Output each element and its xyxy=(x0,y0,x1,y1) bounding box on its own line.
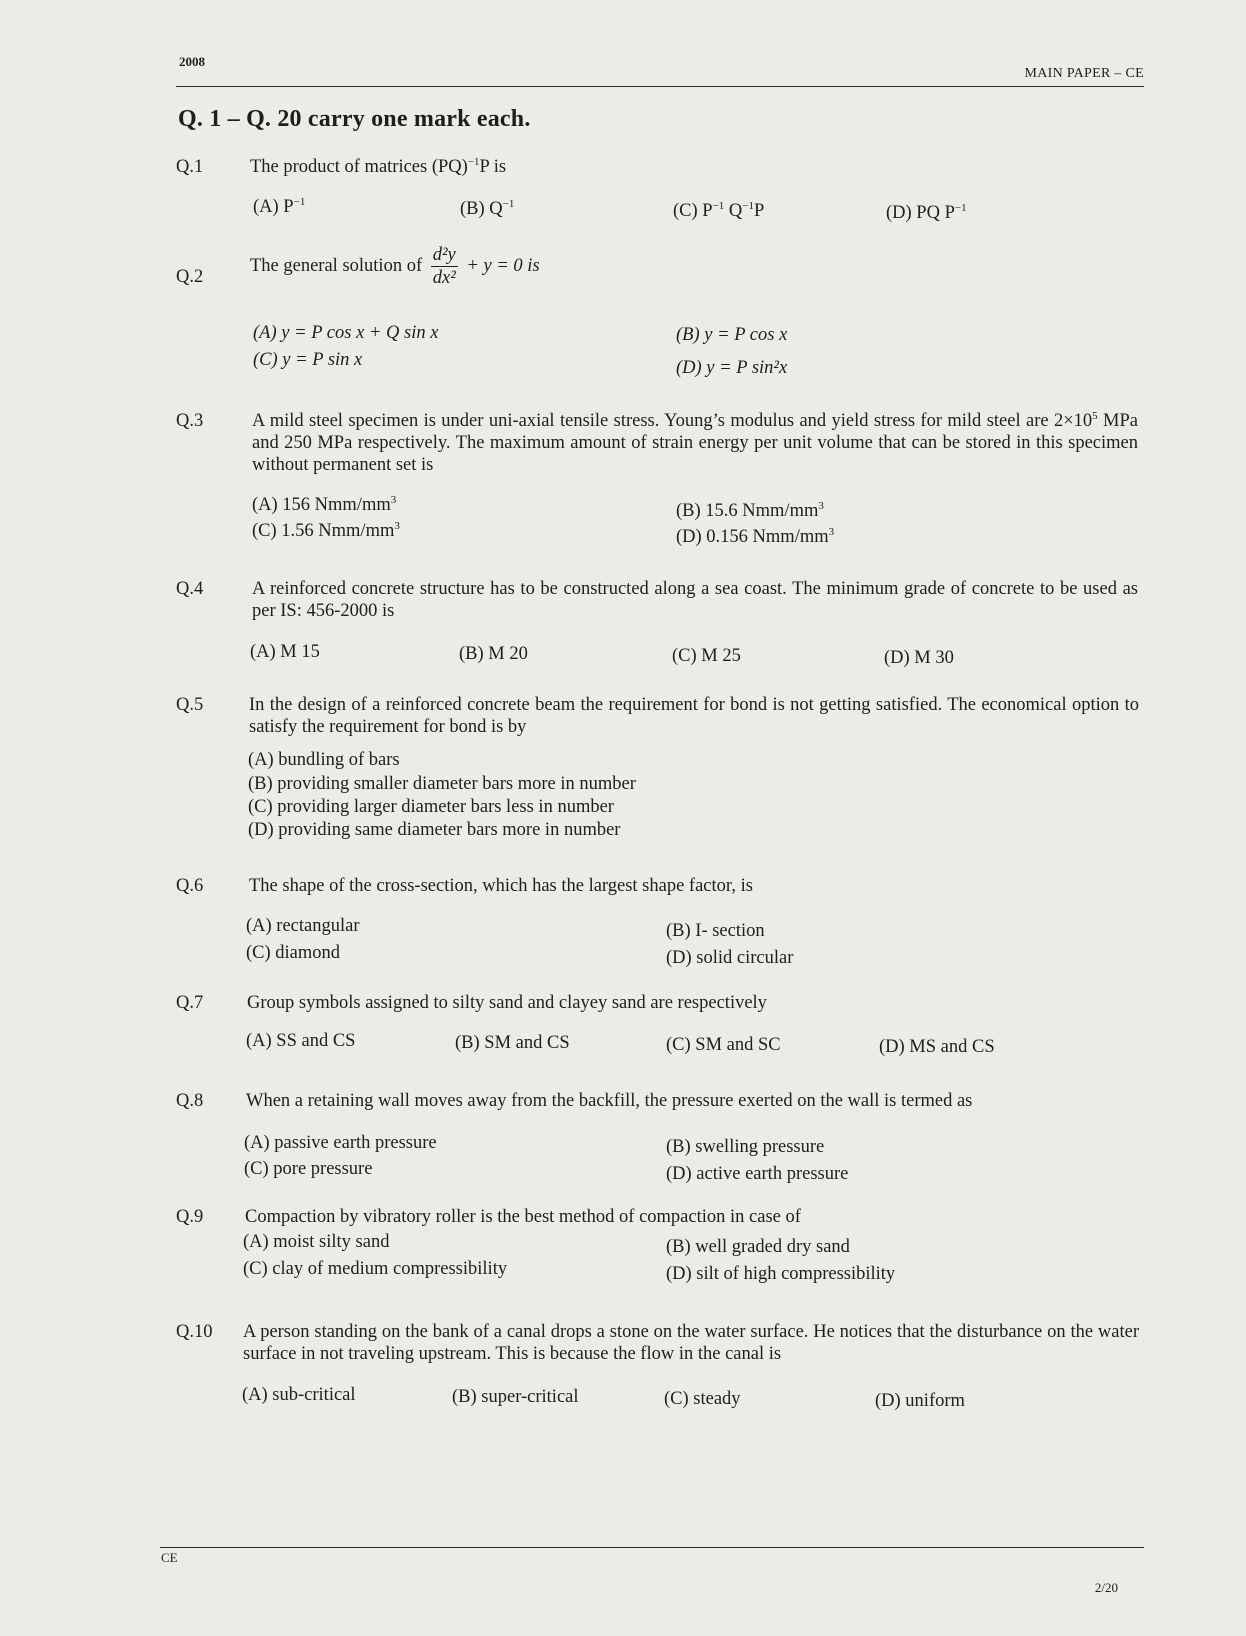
question-number: Q.9 xyxy=(176,1207,204,1227)
option-a: (A) rectangular xyxy=(246,916,360,936)
option-b: (B) SM and CS xyxy=(455,1033,570,1053)
option-b: (B) I- section xyxy=(666,921,765,941)
option-d: (D) solid circular xyxy=(666,948,794,968)
section-heading: Q. 1 – Q. 20 carry one mark each. xyxy=(178,106,531,132)
question-text: Compaction by vibratory roller is the best method of compaction in case of xyxy=(245,1207,801,1227)
option-c: (C) steady xyxy=(664,1389,741,1409)
option-a: (A) y = P cos x + Q sin x xyxy=(253,323,439,343)
option-d: (D) active earth pressure xyxy=(666,1164,849,1184)
option-a: (A) M 15 xyxy=(250,642,320,662)
option-b: (B) M 20 xyxy=(459,644,528,664)
option-b: (B) y = P cos x xyxy=(676,325,788,345)
option-b: (B) providing smaller diameter bars more in number xyxy=(248,774,636,794)
option-d: (D) uniform xyxy=(875,1391,965,1411)
option-a: (A) $P^{-1}$ xyxy=(253,195,306,217)
option-c: (C) $P^{-1}$ $Q^{-1}P$ xyxy=(673,199,765,221)
footer-rule xyxy=(160,1547,1144,1548)
question-number: Q.5 xyxy=(176,695,204,715)
question-number: Q.8 xyxy=(176,1091,204,1111)
header-paper-title: MAIN PAPER – CE xyxy=(1024,66,1144,81)
question-text: A person standing on the bank of a canal drops a stone on the water surface. He notices that the disturbance on the water surface in not traveling upstream. This is because the flow in the canal is xyxy=(243,1322,1139,1364)
option-d: (D) 0.156 Nmm/$mm^3$ xyxy=(676,525,835,547)
question-text: The product of matrices (PQ)$^{-1}$P is xyxy=(250,155,507,177)
option-b: (B) 15.6 Nmm/$mm^3$ xyxy=(676,499,824,521)
footer-page-number: 2/20 xyxy=(1094,1580,1118,1595)
question-number: Q.1 xyxy=(176,157,204,177)
option-a: (A) 156 Nmm/$mm^3$ xyxy=(252,493,397,515)
option-d: (D) silt of high compressibility xyxy=(666,1264,896,1284)
option-b: (B) well graded dry sand xyxy=(666,1237,850,1257)
option-c: (C) SM and SC xyxy=(666,1035,781,1055)
question-text: When a retaining wall moves away from the backfill, the pressure exerted on the wall is termed as xyxy=(246,1091,973,1111)
question-number: Q.4 xyxy=(176,579,204,599)
option-d: (D) MS and CS xyxy=(879,1037,995,1057)
header-year: 2008 xyxy=(179,54,205,69)
question-text: The general solution of $\frac{\text{d²y}}{\text{dx²}}$ + y = 0 is xyxy=(250,245,540,288)
option-b: (B) $Q^{-1}$ xyxy=(460,197,515,219)
question-text: In the design of a reinforced concrete beam the requirement for bond is not getting satisfied. The economical option to satisfy the requirement for bond is by xyxy=(249,695,1139,737)
question-number: Q.10 xyxy=(176,1322,213,1342)
option-c: (C) y = P sin x xyxy=(253,350,363,370)
option-c: (C) clay of medium compressibility xyxy=(243,1259,508,1279)
option-c: (C) diamond xyxy=(246,943,341,963)
option-b: (B) super-critical xyxy=(452,1387,579,1407)
footer-paper-code: CE xyxy=(161,1550,178,1565)
option-a: (A) bundling of bars xyxy=(248,750,400,770)
option-a: (A) SS and CS xyxy=(246,1031,356,1051)
option-a: (A) moist silty sand xyxy=(243,1232,390,1252)
question-number: Q.7 xyxy=(176,993,204,1013)
option-d: (D) providing same diameter bars more in number xyxy=(248,820,621,840)
option-d: (D) y = P sin²x xyxy=(676,358,788,378)
question-text: Group symbols assigned to silty sand and clayey sand are respectively xyxy=(247,993,767,1013)
question-text: A reinforced concrete structure has to be constructed along a sea coast. The minimum grade of concrete to be used as per IS: 456-2000 is xyxy=(252,579,1138,621)
question-number: Q.2 xyxy=(176,267,204,287)
question-number: Q.6 xyxy=(176,876,204,896)
option-b: (B) swelling pressure xyxy=(666,1137,825,1157)
option-c: (C) 1.56 Nmm/$mm^3$ xyxy=(252,519,400,541)
header-rule xyxy=(176,86,1144,87)
question-text: A mild steel specimen is under uni-axial tensile stress. Young’s modulus and yield stress for mild steel are $2\times 10^5$ MPa and 250 MPa respectively. The maximum amount of strain energy per unit volume that can be stored in this specimen without permanent set is xyxy=(252,409,1138,475)
option-c: (C) M 25 xyxy=(672,646,741,666)
option-c: (C) providing larger diameter bars less in number xyxy=(248,797,614,817)
option-d: (D) M 30 xyxy=(884,648,954,668)
option-a: (A) passive earth pressure xyxy=(244,1133,437,1153)
fraction-d2y-dx2: $\frac{\text{d²y}}{\text{dx²}}$ xyxy=(432,245,456,288)
question-number: Q.3 xyxy=(176,411,204,431)
option-c: (C) pore pressure xyxy=(244,1159,373,1179)
question-text: The shape of the cross-section, which has the largest shape factor, is xyxy=(249,876,753,896)
option-a: (A) sub-critical xyxy=(242,1385,356,1405)
option-d: (D) PQ $P^{-1}$ xyxy=(886,201,967,223)
